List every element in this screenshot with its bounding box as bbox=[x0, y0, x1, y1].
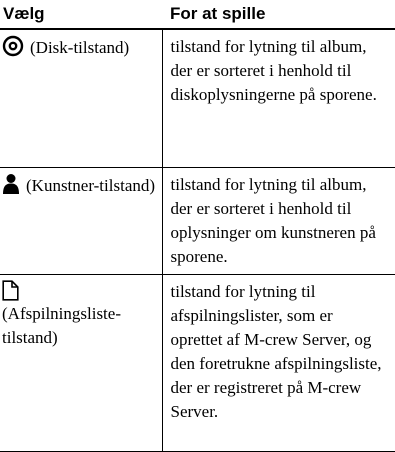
table-row bbox=[0, 275, 395, 452]
mode-cell-artist bbox=[0, 168, 162, 275]
mode-description-playlist: tilstand for lytning til afspilningslister, som er oprettet af M-crew Server, og den foretrukne afspilningsliste, der er registreret på M-crew Server. bbox=[162, 275, 395, 452]
mode-description-artist: tilstand for lytning til album, der er sorteret i henhold til oplysninger om kunstneren på sporene. bbox=[162, 168, 395, 275]
playlist-icon-wrap bbox=[2, 280, 158, 302]
artist-icon bbox=[2, 173, 20, 202]
disc-icon bbox=[2, 35, 24, 64]
mode-description-disc: tilstand for lytning til album, der er sorteret i henhold til diskoplysningerne på sporene. bbox=[162, 29, 395, 168]
header-to-play: For at spille bbox=[162, 0, 395, 29]
mode-label-playlist: (Afspilningsliste-tilstand) bbox=[2, 304, 121, 347]
mode-label-disc: (Disk-tilstand) bbox=[30, 38, 130, 57]
table-header-row bbox=[0, 0, 395, 29]
table-row bbox=[0, 168, 395, 275]
mode-cell-disc bbox=[0, 29, 162, 168]
mode-cell-playlist bbox=[0, 275, 162, 452]
header-choose: Vælg bbox=[0, 0, 162, 29]
table-row bbox=[0, 29, 395, 168]
mode-label-artist: (Kunstner-tilstand) bbox=[26, 176, 156, 195]
